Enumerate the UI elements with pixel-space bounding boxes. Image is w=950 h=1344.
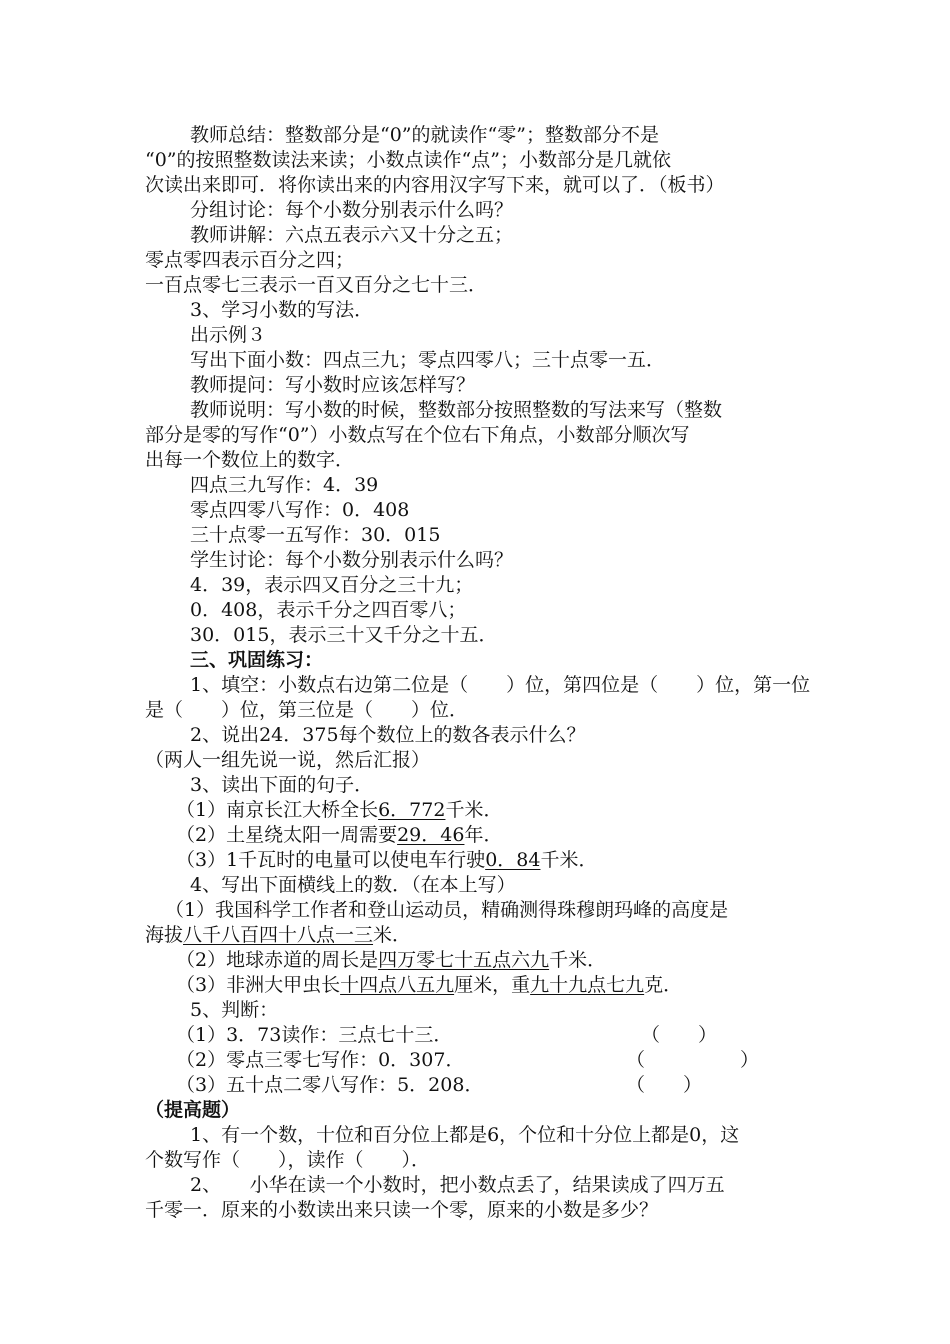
text-line: 0．408，表示千分之四百零八； xyxy=(190,599,467,621)
q4-1-underlined: 八千八百四十八点一三 xyxy=(183,924,374,946)
question-3-1 xyxy=(176,798,502,822)
text-line: 零点四零八写作：0．408 xyxy=(190,499,410,521)
text-line: （两人一组先说一说，然后汇报） xyxy=(145,749,431,771)
q4-2-post: 千米． xyxy=(549,949,607,971)
q3-3-pre: （3）1千瓦时的电量可以使电车行驶 xyxy=(176,849,486,871)
question-4-1-cont xyxy=(145,923,411,947)
text-line: 四点三九写作：4．39 xyxy=(190,474,379,496)
q4-2-pre: （2）地球赤道的周长是 xyxy=(176,949,379,971)
question-3-2 xyxy=(176,823,502,847)
text-line: 教师总结：整数部分是“0”的就读作“零”；整数部分不是 xyxy=(190,124,659,146)
text-line: 部分是零的写作“0”）小数点写在个位右下角点，小数部分顺次写 xyxy=(145,424,690,446)
text-line: 4．39，表示四又百分之三十九； xyxy=(190,574,474,596)
question-3-3 xyxy=(176,848,597,872)
text-line: 分组讨论：每个小数分别表示什么吗？ xyxy=(190,199,514,221)
text-line: 教师说明：写小数的时候，整数部分按照整数的写法来写（整数 xyxy=(190,399,723,421)
text-line: 出示例３ xyxy=(190,324,267,346)
advanced-q2-cont: 千零一．原来的小数读出来只读一个零，原来的小数是多少？ xyxy=(145,1199,659,1221)
advanced-q2: 2、 小华在读一个小数时，把小数点丢了，结果读成了四万五 xyxy=(190,1174,725,1196)
q3-1-post: 千米． xyxy=(445,799,503,821)
text-line: 写出下面小数：四点三九；零点四零八；三十点零一五． xyxy=(190,349,666,371)
advanced-heading: （提高题） xyxy=(145,1099,241,1121)
text-line: 零点零四表示百分之四； xyxy=(145,249,355,271)
q4-1-pre: 海拔 xyxy=(145,924,184,946)
text-line: 教师提问：写小数时应该怎样写？ xyxy=(190,374,476,396)
text-line: 出每一个数位上的数字． xyxy=(145,449,355,471)
q3-2-number: 29．46 xyxy=(397,824,465,846)
text-line: 学生讨论：每个小数分别表示什么吗？ xyxy=(190,549,514,571)
text-line: “0”的按照整数读法来读；小数点读作“点”；小数部分是几就依 xyxy=(145,149,671,171)
q3-2-post: 年． xyxy=(464,824,503,846)
judge-answer-3: （ ） xyxy=(626,1074,703,1096)
text-line: 三十点零一五写作：30．015 xyxy=(190,524,441,546)
question-4-3 xyxy=(176,973,682,997)
q4-1-post: 米． xyxy=(373,924,412,946)
text-line: 教师讲解：六点五表示六又十分之五； xyxy=(190,224,514,246)
question-5-title: 5、判断： xyxy=(190,999,279,1021)
question-4-title: 4、写出下面横线上的数．（在本上写） xyxy=(190,874,516,896)
q4-3-underlined-2: 九十九点七九 xyxy=(530,974,645,996)
q3-1-pre: （1）南京长江大桥全长 xyxy=(176,799,379,821)
q3-3-number: 0．84 xyxy=(485,849,541,871)
text-line: 1、填空：小数点右边第二位是（ ）位，第四位是（ ）位，第一位 xyxy=(190,674,811,696)
advanced-q1: 1、有一个数，十位和百分位上都是6，个位和十分位上都是0，这 xyxy=(190,1124,740,1146)
text-line: 2、说出24．375每个数位上的数各表示什么？ xyxy=(190,724,586,746)
q3-2-pre: （2）土星绕太阳一周需要 xyxy=(176,824,398,846)
judge-answer-1: （ ） xyxy=(641,1024,718,1046)
q4-3-post: 克． xyxy=(644,974,683,996)
q3-1-number: 6．772 xyxy=(378,799,446,821)
q3-3-post: 千米． xyxy=(540,849,598,871)
q4-3-mid: 厘米，重 xyxy=(454,974,531,996)
text-line: 一百点零七三表示一百又百分之七十三． xyxy=(145,274,488,296)
text-line: 30．015，表示三十又千分之十五． xyxy=(190,624,498,646)
judge-answer-2: （ ） xyxy=(626,1049,760,1071)
text-line: 是（ ）位，第三位是（ ）位． xyxy=(145,699,469,721)
question-4-2 xyxy=(176,948,606,972)
q4-3-pre: （3）非洲大甲虫长 xyxy=(176,974,341,996)
section-heading: 三、巩固练习： xyxy=(190,649,324,671)
text-line: 3、读出下面的句子． xyxy=(190,774,374,796)
question-4-1: （1）我国科学工作者和登山运动员，精确测得珠穆朗玛峰的高度是 xyxy=(165,899,729,921)
judge-item-1: （1）3．73读作：三点七十三． xyxy=(176,1024,453,1046)
text-line: 次读出来即可．将你读出来的内容用汉字写下来，就可以了．（板书） xyxy=(145,174,725,196)
advanced-q1-cont: 个数写作（ ），读作（ ）． xyxy=(145,1149,431,1171)
judge-item-3: （3）五十点二零八写作：5．208． xyxy=(176,1074,484,1096)
text-line: 3、学习小数的写法． xyxy=(190,299,374,321)
q4-2-underlined: 四万零七十五点六九 xyxy=(378,949,550,971)
q4-3-underlined-1: 十四点八五九 xyxy=(340,974,455,996)
judge-item-2: （2）零点三零七写作：0．307． xyxy=(176,1049,465,1071)
